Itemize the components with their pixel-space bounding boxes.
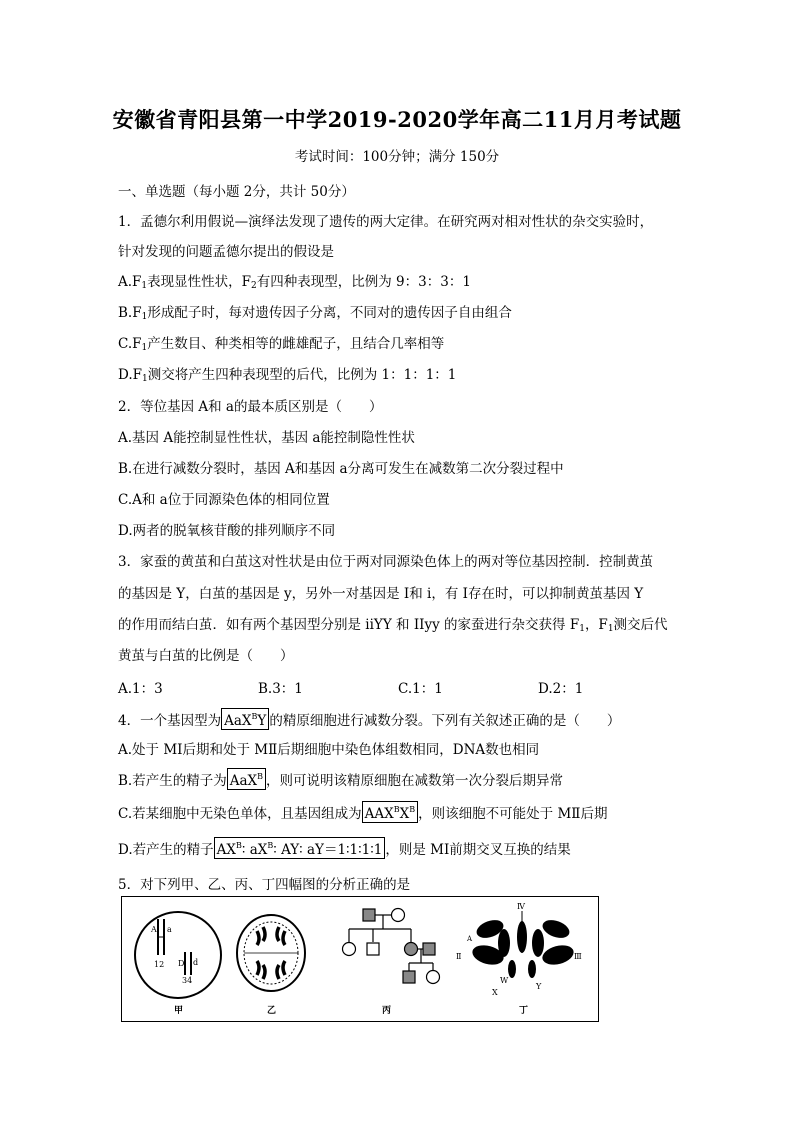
- ding-label-W: W: [500, 976, 509, 985]
- figure-jia-cell: [135, 912, 221, 998]
- ding-label-a: a: [520, 957, 525, 965]
- figure-bing-pedigree: [343, 909, 440, 984]
- genotype-box: AaX$^B$Y: [221, 708, 269, 730]
- q1-option-d: $D.F_1$测交将产生四种表现型的后代，比例为 1：1：1：1: [118, 367, 457, 384]
- q3-option-b: B.3：1: [258, 681, 303, 697]
- ding-label-X: X: [492, 988, 498, 997]
- q5-figure-drawing: [122, 897, 598, 1021]
- figure-label-jia: 甲: [174, 1006, 184, 1016]
- figure-yi-cell: [237, 915, 305, 991]
- q2-option-a: A.基因 A能控制显性性状，基因 a能控制隐性性状: [118, 430, 415, 446]
- q3-options: [118, 677, 678, 697]
- q2-stem: 2．等位基因 A和 a的最本质区别是（ ）: [118, 399, 383, 415]
- jia-label-34: 34: [182, 976, 193, 985]
- q4-stem: 4．一个基因型为 AaX$^B$Y 的精原细胞进行减数分裂。下列有关叙述正确的是（ ）: [118, 708, 620, 730]
- jia-label-a: a: [167, 925, 172, 934]
- exam-info: 考试时间：100分钟；满分 150分: [294, 149, 500, 165]
- q2-option-b: B.在进行减数分裂时，基因 A和基因 a分离可发生在减数第二次分裂过程中: [118, 461, 564, 477]
- q5-figure: [121, 896, 599, 1022]
- q1-stem-line1: 1．孟德尔利用假说—演绎法发现了遗传的两大定律。在研究两对相对性状的杂交实验时，: [118, 214, 654, 230]
- q4-option-a: A.处于 MⅠ后期和处于 MⅡ后期细胞中染色体组数相同，DNA数也相同: [118, 742, 540, 758]
- jia-label-D: D: [178, 959, 185, 968]
- q5-stem: 5．对下列甲、乙、丙、丁四幅图的分析正确的是: [118, 877, 411, 893]
- q3-option-a: A.1：3: [118, 681, 163, 697]
- section-heading: 一、单选题（每小题 2分，共计 50分）: [118, 184, 355, 200]
- q1-option-a: $A.F_1$表现显性性状，$F_2$有四种表现型，比例为 9：3：3：1: [118, 274, 471, 291]
- q4-option-b: B.若产生的精子为 AaX$^B$ ，则可说明该精原细胞在减数第一次分裂后期异常: [118, 768, 563, 790]
- sperm-ratio-box: $AX^B∶$ $aX^B∶$ AY∶ aY＝1∶1∶1∶1: [214, 837, 386, 859]
- q3-stem-line4: 黄茧与白茧的比例是（ ）: [118, 648, 294, 664]
- jia-label-d: d: [193, 958, 199, 967]
- q3-option-c: C.1：1: [398, 681, 443, 697]
- q3-stem-line2: 的基因是 Y，白茧的基因是 y，另外一对基因是 I和 i，有 I存在时，可以抑制黄茧基因 Y: [118, 586, 644, 602]
- q3-stem-line3: 的作用而结白茧．如有两个基因型分别是 iiYY 和 IIyy 的家蚕进行杂交获得 $F_1$，$F_1$测交后代: [118, 617, 668, 634]
- q2-option-d: D.两者的脱氧核苷酸的排列顺序不同: [118, 523, 336, 539]
- page-title: 安徽省青阳县第一中学2019-2020学年高二11月月考试题: [112, 107, 682, 132]
- q1-option-b: $B.F_1$形成配子时，每对遗传因子分离，不同对的遗传因子自由组合: [118, 305, 512, 322]
- cell-genotype-box: $AAX^BX^B$: [362, 801, 419, 823]
- q4-option-c: C.若某细胞中无染色单体，且基因组成为 $AAX^BX^B$ ，则该细胞不可能处于 MⅡ后期: [118, 801, 607, 823]
- q3-option-d: D.2：1: [538, 681, 584, 697]
- figure-label-ding: 丁: [519, 1006, 529, 1016]
- ding-label-II: Ⅱ: [456, 952, 462, 961]
- ding-label-Y: Y: [536, 982, 542, 991]
- q1-stem-line2: 针对发现的问题孟德尔提出的假设是: [118, 244, 334, 260]
- sperm-genotype-box: AaX$^B$: [227, 768, 266, 790]
- q3-stem-line1: 3．家蚕的黄茧和白茧这对性状是由位于两对同源染色体上的两对等位基因控制．控制黄茧: [118, 554, 654, 570]
- figure-label-bing: 丙: [382, 1006, 392, 1016]
- ding-label-IV: Ⅳ: [517, 902, 525, 911]
- jia-label-12: 12: [154, 960, 165, 969]
- figure-ding-chromosomes: [456, 902, 582, 997]
- ding-label-III: Ⅲ: [574, 952, 582, 961]
- q2-option-c: C.A和 a位于同源染色体的相同位置: [118, 492, 330, 508]
- q4-option-d: D.若产生的精子 $AX^B∶$ $aX^B∶$ AY∶ aY＝1∶1∶1∶1 ，则是 MⅠ前期交叉互换的结果: [118, 837, 571, 859]
- q1-option-c: $C.F_1$产生数目、种类相等的雌雄配子，且结合几率相等: [118, 336, 445, 353]
- figure-label-yi: 乙: [267, 1006, 277, 1016]
- ding-label-A: A: [467, 935, 473, 943]
- jia-label-A: A: [151, 925, 157, 934]
